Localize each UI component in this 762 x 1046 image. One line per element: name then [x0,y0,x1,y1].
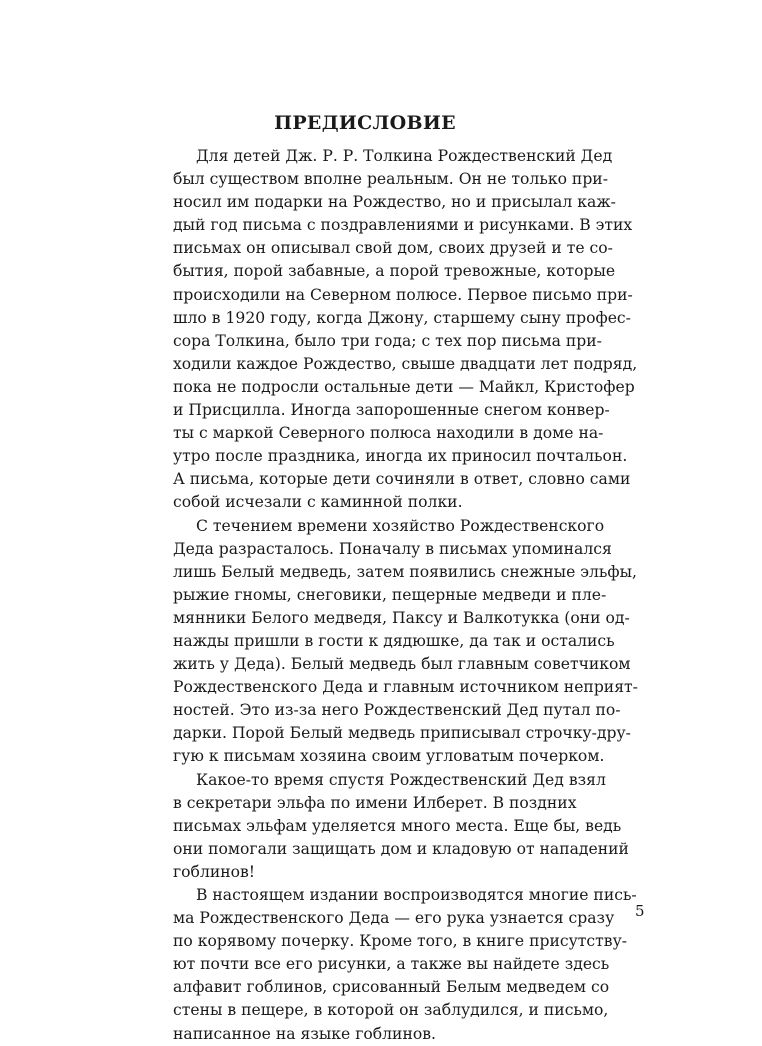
text-line: ходили каждое Рождество, свыше двадцати лет подряд, [173,354,638,373]
page-title: ПРЕДИСЛОВИЕ [274,112,456,134]
text-line: Какое-то время спустя Рождественский Дед взял [196,770,606,789]
text-line: гую к письмам хозяина своим угловатым почерком. [173,747,605,766]
text-line: шло в 1920 году, когда Джону, старшему сыну профес- [173,308,631,327]
text-line: лишь Белый медведь, затем появились снежные эльфы, [173,562,637,581]
text-line: алфавит гоблинов, срисованный Белым медведем со [173,978,610,997]
text-line: и Присцилла. Иногда запорошенные снегом конвер- [173,401,610,420]
text-line: дарки. Порой Белый медведь приписывал строчку-дру- [173,724,631,743]
text-line: С течением времени хозяйство Рождественского [196,516,605,535]
text-line: по корявому почерку. Кроме того, в книге присутству- [173,932,628,951]
body-text [173,145,638,1046]
text-line: Рождественского Деда и главным источником неприят- [173,678,638,697]
text-line: стены в пещере, в которой он заблудился, и письмо, [173,1001,609,1020]
text-line: нажды пришли в гости к дядюшке, да так и остались [173,631,615,650]
text-line: сора Толкина, было три года; с тех пор письма при- [173,331,602,350]
paragraph-2 [173,515,638,769]
text-line: письмах эльфам уделяется много места. Еще бы, ведь [173,816,622,835]
text-line: гоблинов! [173,862,256,881]
text-line: письмах он описывал свой дом, своих друзей и те со- [173,239,613,258]
text-line: ностей. Это из-за него Рождественский Дед путал по- [173,701,621,720]
text-line: в секретари эльфа по имени Илберет. В поздних [173,793,577,812]
text-line: ты с маркой Северного полюса находили в доме на- [173,424,604,443]
text-line: носил им подарки на Рождество, но и присылал каж- [173,193,616,212]
text-line: написанное на языке гоблинов. [173,1024,436,1043]
text-line: А письма, которые дети сочиняли в ответ, словно сами [173,470,631,489]
text-line: утро после праздника, иногда их приносил почтальон. [173,447,628,466]
text-line: происходили на Северном полюсе. Первое письмо при- [173,285,633,304]
page-number: 5 [635,902,645,920]
paragraph-3 [173,769,629,884]
text-line: ют почти все его рисунки, а также вы найдете здесь [173,955,610,974]
text-line: был существом вполне реальным. Он не только при- [173,170,608,189]
text-line: они помогали защищать дом и кладовую от нападений [173,839,629,858]
text-line: Для детей Дж. Р. Р. Толкина Рождественский Дед [196,147,613,165]
text-line: мянники Белого медведя, Паксу и Валкотукка (они од- [173,608,630,627]
text-line: пока не подросли остальные дети — Майкл, Кристофер [173,377,635,396]
text-line: Деда разрасталось. Поначалу в письмах упоминался [173,539,612,558]
text-line: жить у Деда). Белый медведь был главным советчиком [173,655,631,674]
text-line: дый год письма с поздравлениями и рисунками. В этих [173,216,633,235]
text-line: ма Рождественского Деда — его рука узнается сразу [173,909,615,928]
paragraph-1 [173,145,638,515]
text-line: В настоящем издании воспроизводятся многие пись- [196,886,637,904]
text-line: рыжие гномы, снеговики, пещерные медведи и пле- [173,585,607,604]
text-line: собой исчезали с каминной полки. [173,493,463,512]
paragraph-4 [173,884,637,1046]
text-line: бытия, порой забавные, а порой тревожные, которые [173,262,616,281]
